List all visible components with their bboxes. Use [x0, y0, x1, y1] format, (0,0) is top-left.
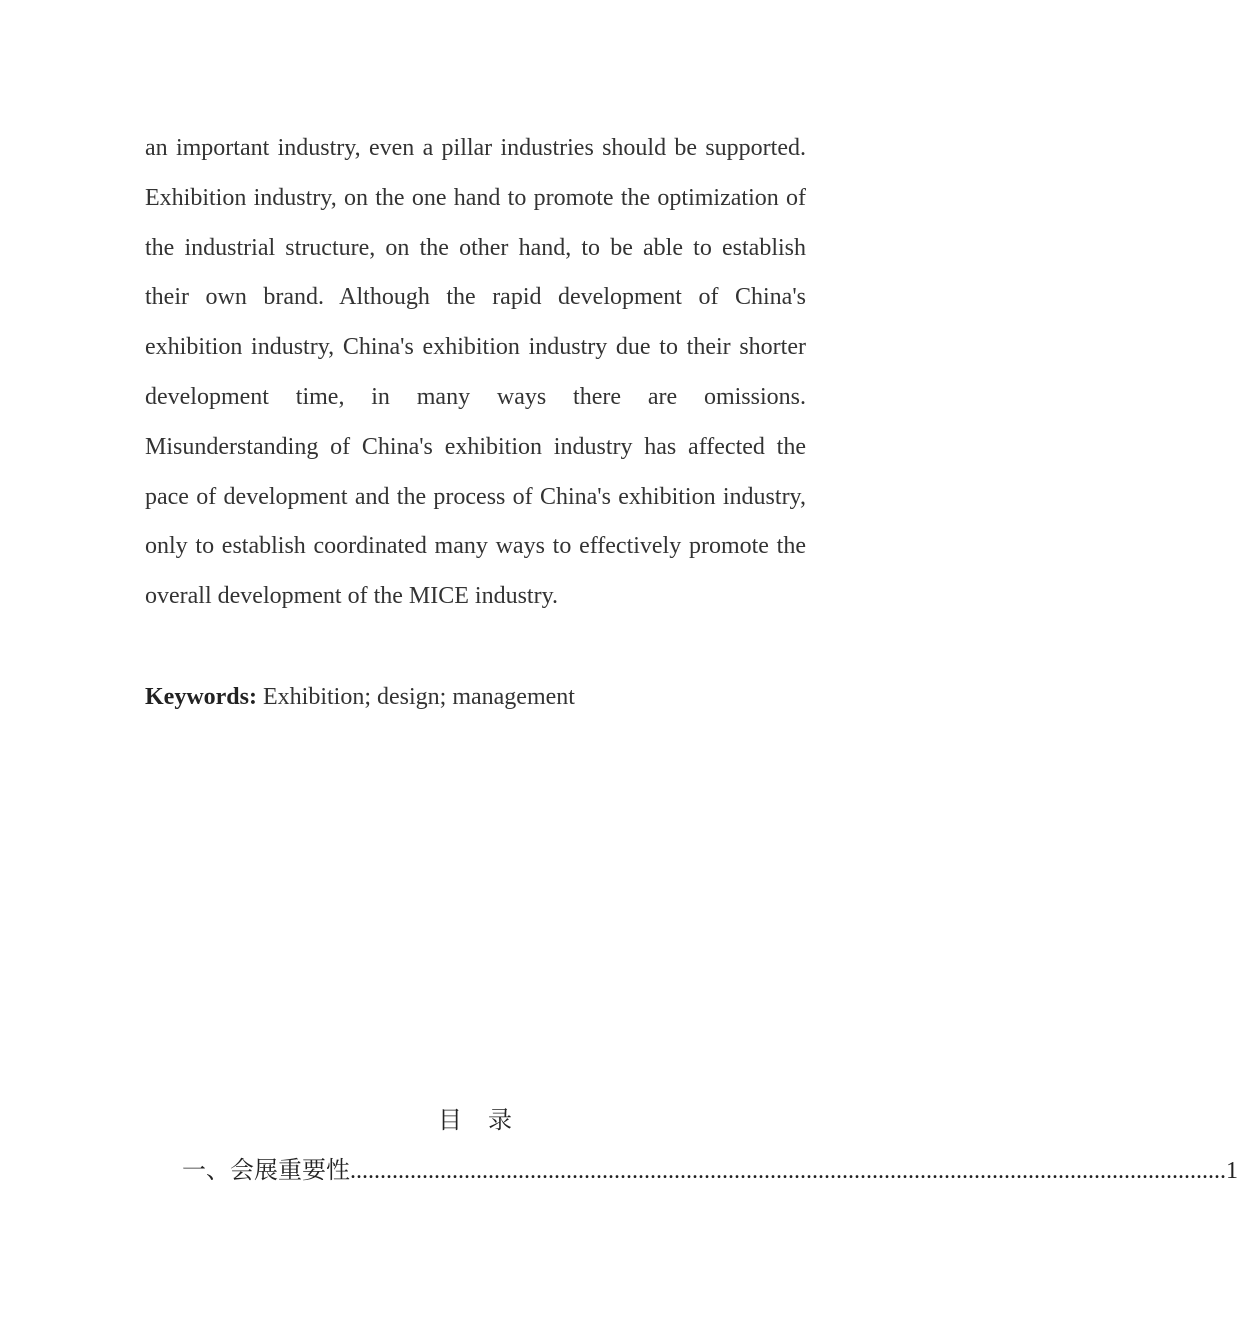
- toc-entry-text: 一、会展重要性: [182, 1156, 350, 1184]
- toc-entry-page: 1: [1226, 1158, 1238, 1184]
- abstract-paragraph: an important industry, even a pillar industries should be supported. Exhibition industry, on the one hand to promote the optimization of the industrial structure, on the other hand, to be able to establish their own brand. Although the rapid development of China's exhibition industry, China's exhibition industry due to their shorter development time, in many ways there are omissions. Misunderstanding of China's exhibition industry has affected the pace of development and the process of China's exhibition industry, only to establish coordinated many ways to effectively promote the overall development of the MICE industry.: [145, 135, 806, 610]
- toc-title: 目录: [438, 1106, 538, 1134]
- toc-entry[interactable]: [182, 1148, 1238, 1193]
- keywords-label: Keywords:: [145, 684, 257, 710]
- toc-leader-dots: ..................................................................................................................................................: [350, 1158, 1226, 1184]
- keywords-value: Exhibition; design; management: [256, 684, 575, 710]
- keywords-line: [145, 673, 806, 723]
